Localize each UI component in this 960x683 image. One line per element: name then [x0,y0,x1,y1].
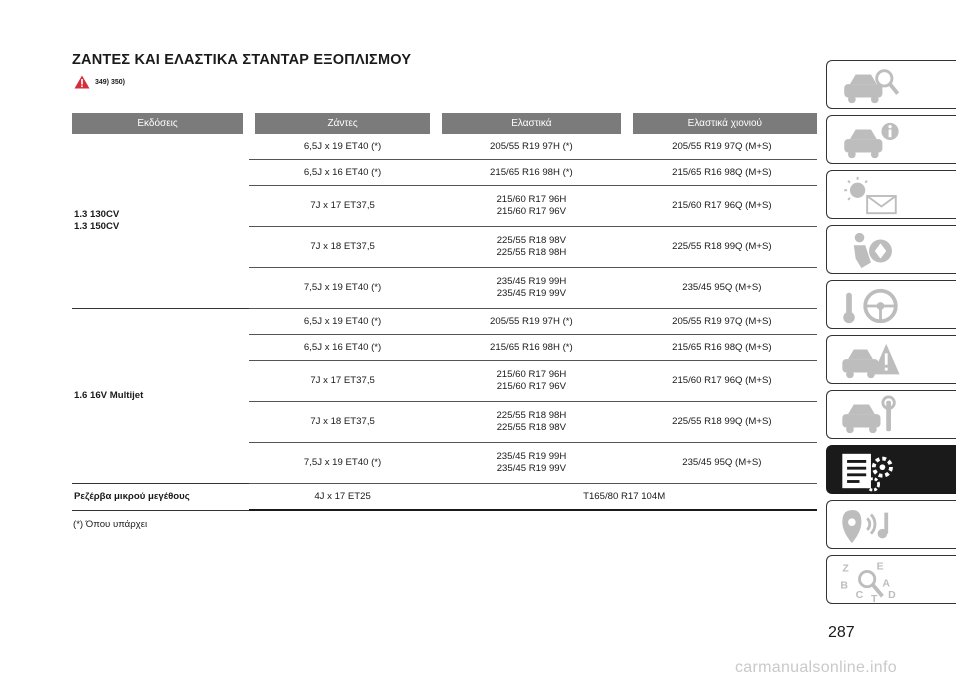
tyre-spec: 235/45 R19 99H [496,276,567,287]
tyre-cell [436,268,627,309]
tyre-spec: 215/60 R17 96V [496,381,567,392]
tyre-spec: 225/55 R18 98V [496,235,567,246]
tyre-spec: 235/45 R19 99H [496,451,567,462]
version-cell [72,134,249,309]
rim-cell: 6,5J x 16 ET40 (*) [249,335,436,361]
tyre-cell [436,402,627,443]
tyre-spec: 215/65 R16 98H (*) [490,341,573,353]
svg-text:Z: Z [842,562,849,575]
tyre-cell [436,309,627,335]
tyre-spec: 235/45 R19 99V [496,463,567,474]
version-name: 1.3 150CV [74,221,120,232]
table-header-row [72,113,817,134]
tyre-spec: 215/60 R17 96H [496,369,567,380]
snow-tyre-cell: 215/60 R17 96Q (M+S) [627,186,817,227]
tyre-cell [436,361,627,402]
header-versions: Εκδόσεις [72,113,249,134]
chapter-tab-8[interactable] [826,445,956,494]
chapter-tab-1[interactable] [826,60,956,109]
chapter-tab-6[interactable] [826,335,956,384]
tyre-spec: 215/60 R17 96H [496,194,567,205]
tyre-cell [436,335,627,361]
snow-tyre-cell: 215/65 R16 98Q (M+S) [627,335,817,361]
tyre-spec: 215/65 R16 98H (*) [490,166,573,178]
tyre-cell [436,227,627,268]
version-name: 1.6 16V Multijet [74,390,144,401]
header-rims: Ζάντες [249,113,436,134]
car-search-icon [837,65,903,107]
watermark: carmanualsonline.info [735,659,897,676]
car-info-icon [837,120,903,162]
snow-tyre-cell: 205/55 R19 97Q (M+S) [627,134,817,160]
warning-references: 349) 350) [95,78,125,86]
snow-tyre-cell: 235/45 95Q (M+S) [627,268,817,309]
wheels-tyres-table [72,113,817,511]
version-name: 1.3 130CV [74,209,120,220]
warning-triangle-icon [74,75,90,89]
multimedia-icon [837,505,903,547]
header-tyres: Ελαστικά [436,113,627,134]
tyre-spec: 215/60 R17 96V [496,206,567,217]
rim-cell: 6,5J x 16 ET40 (*) [249,160,436,186]
snow-tyre-cell: 225/55 R18 99Q (M+S) [627,227,817,268]
spare-wheel-row [72,484,817,511]
rim-cell: 7,5J x 19 ET40 (*) [249,443,436,484]
rim-cell: 6,5J x 19 ET40 (*) [249,309,436,335]
tyre-spec: 225/55 R18 98V [496,422,567,433]
tyre-cell [436,160,627,186]
rim-cell: 7J x 17 ET37,5 [249,361,436,402]
snow-tyre-cell: 215/65 R16 98Q (M+S) [627,160,817,186]
chapter-tab-10[interactable] [826,555,956,604]
svg-text:B: B [840,579,849,592]
rim-cell: 7,5J x 19 ET40 (*) [249,268,436,309]
snow-tyre-cell: 215/60 R17 96Q (M+S) [627,361,817,402]
chapter-tab-9[interactable] [826,500,956,549]
maintenance-tools-icon [837,395,903,437]
tyre-spec: 225/55 R18 98H [496,410,567,421]
tyre-spec: 205/55 R19 97H (*) [490,140,573,152]
rim-cell: 7J x 17 ET37,5 [249,186,436,227]
svg-text:A: A [882,577,891,590]
footnote: (*) Όπου υπάρχει [73,519,148,530]
alphabetical-index-icon [837,560,903,602]
svg-text:T: T [870,593,878,602]
warning-note [74,75,125,89]
tyre-cell [436,134,627,160]
version-cell [72,309,249,484]
chapter-tab-7[interactable] [826,390,956,439]
header-snow-tyres: Ελαστικά χιονιού [627,113,817,134]
steering-wheel-icon [837,285,903,327]
chapter-tab-3[interactable] [826,170,956,219]
page-title: ΖΑΝΤΕΣ ΚΑΙ ΕΛΑΣΤΙΚΑ ΣΤΑΝΤΑΡ ΕΞΟΠΛΙΣΜΟΥ [72,52,412,68]
snow-tyre-cell: 235/45 95Q (M+S) [627,443,817,484]
spare-tyre: T165/80 R17 104M [436,484,817,511]
tyre-spec: 205/55 R19 97H (*) [490,315,573,327]
spare-rim: 4J x 17 ET25 [249,484,436,511]
chapter-tab-5[interactable] [826,280,956,329]
svg-text:D: D [888,589,896,602]
snow-tyre-cell: 205/55 R19 97Q (M+S) [627,309,817,335]
table-row [72,134,817,160]
page-number: 287 [828,624,855,641]
tyre-spec: 225/55 R18 98H [496,247,567,258]
airbag-safety-icon [837,230,903,272]
svg-text:C: C [855,589,864,602]
tyre-cell [436,186,627,227]
svg-text:E: E [876,560,884,573]
table-row [72,309,817,335]
warning-triangle-icon [837,340,903,382]
dashboard-lights-icon [837,175,903,217]
rim-cell: 7J x 18 ET37,5 [249,227,436,268]
rim-cell: 6,5J x 19 ET40 (*) [249,134,436,160]
tyre-cell [436,443,627,484]
spare-label: Ρεζέρβα μικρού μεγέθους [72,484,249,511]
tyre-spec: 235/45 R19 99V [496,288,567,299]
rim-cell: 7J x 18 ET37,5 [249,402,436,443]
table-body [72,134,817,510]
technical-data-icon [837,450,903,492]
snow-tyre-cell: 225/55 R18 99Q (M+S) [627,402,817,443]
chapter-tab-4[interactable] [826,225,956,274]
chapter-tab-2[interactable] [826,115,956,164]
